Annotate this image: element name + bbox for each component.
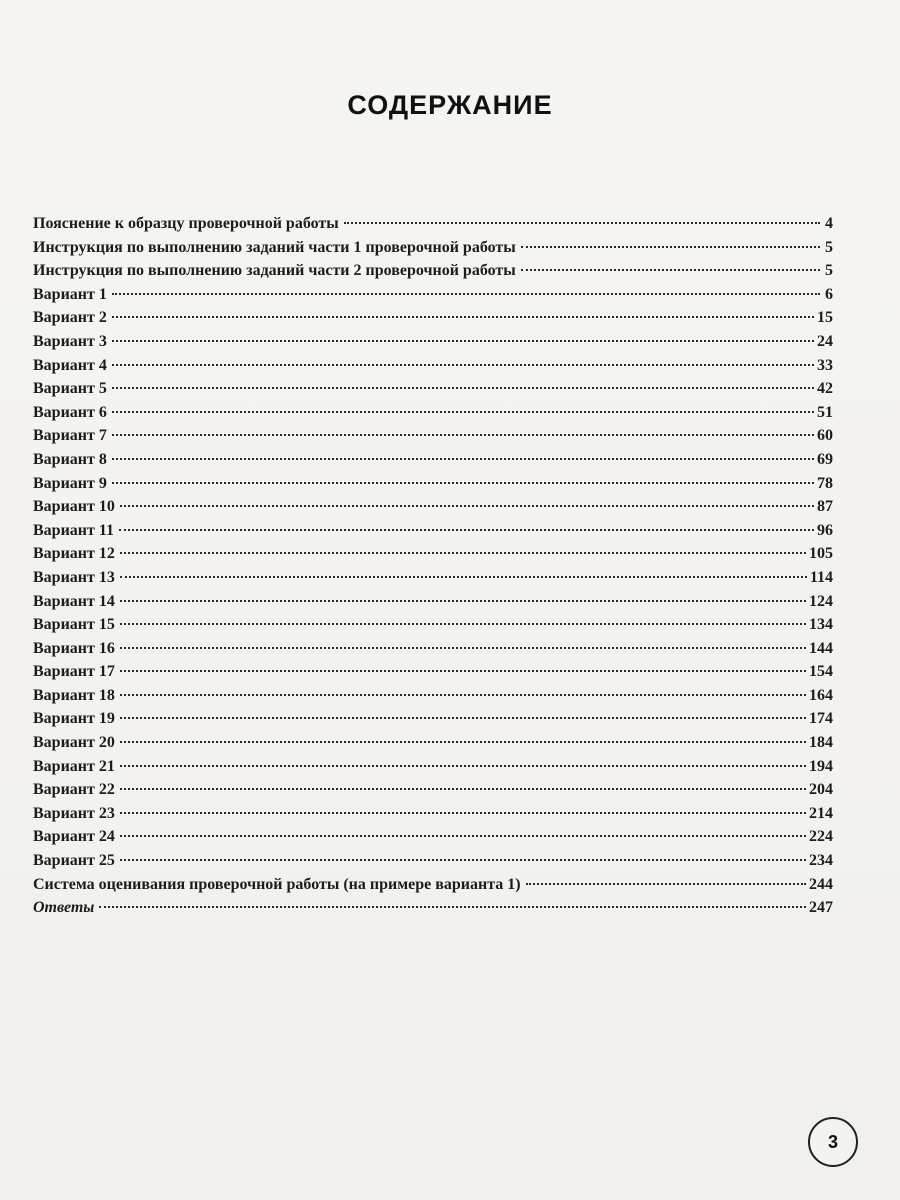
toc-leader-dots [120,812,806,814]
toc-leader-dots [112,293,820,295]
toc-entry-label: Вариант 11 [33,521,114,539]
toc-leader-dots [120,717,806,719]
toc-entry-label: Вариант 3 [33,332,107,350]
toc-entry-label: Вариант 20 [33,734,115,752]
toc-entry-page: 247 [809,899,833,917]
toc-entry-page: 174 [809,710,833,728]
toc-leader-dots [112,458,814,460]
toc-entry[interactable] [33,542,833,566]
table-of-contents [33,212,833,920]
toc-entry-page: 78 [817,474,833,492]
toc-entry[interactable] [33,873,833,897]
toc-entry[interactable] [33,590,833,614]
toc-leader-dots [112,340,814,342]
toc-entry-label: Вариант 18 [33,686,115,704]
toc-entry[interactable] [33,212,833,236]
toc-leader-dots [112,482,814,484]
toc-entry[interactable] [33,707,833,731]
toc-entry-page: 24 [817,332,833,350]
toc-entry-label: Ответы [33,899,95,917]
toc-entry[interactable] [33,566,833,590]
toc-entry-page: 194 [809,757,833,775]
toc-leader-dots [120,623,806,625]
toc-entry-page: 244 [809,875,833,893]
toc-leader-dots [526,883,806,885]
toc-entry[interactable] [33,755,833,779]
toc-entry-page: 5 [825,238,833,256]
toc-entry-label: Вариант 9 [33,474,107,492]
toc-entry-label: Вариант 24 [33,828,115,846]
toc-entry-label: Вариант 14 [33,592,115,610]
toc-entry-label: Вариант 1 [33,285,107,303]
toc-leader-dots [120,647,806,649]
toc-entry-page: 4 [825,215,833,232]
toc-entry[interactable] [33,354,833,378]
toc-entry-label: Вариант 17 [33,663,115,681]
toc-entry-page: 51 [817,403,833,421]
toc-entry[interactable] [33,448,833,472]
toc-leader-dots [120,600,806,602]
toc-entry[interactable] [33,778,833,802]
toc-entry-page: 154 [809,663,833,681]
toc-entry[interactable] [33,259,833,283]
toc-leader-dots [120,859,806,861]
toc-entry-page: 87 [817,498,833,516]
toc-leader-dots [112,434,814,436]
toc-leader-dots [120,552,806,554]
toc-entry-label: Вариант 7 [33,427,107,445]
toc-entry[interactable] [33,519,833,543]
toc-leader-dots [112,364,814,366]
toc-leader-dots [120,694,806,696]
toc-entry[interactable] [33,660,833,684]
toc-entry-page: 164 [809,686,833,704]
toc-entry[interactable] [33,825,833,849]
toc-entry-label: Вариант 10 [33,498,115,516]
toc-entry[interactable] [33,401,833,425]
toc-entry-label: Система оценивания проверочной работы (на примере варианта 1) [33,875,521,893]
toc-entry-page: 184 [809,734,833,752]
toc-leader-dots [99,906,806,908]
toc-entry[interactable] [33,637,833,661]
toc-leader-dots [120,576,807,578]
toc-entry-label: Вариант 21 [33,757,115,775]
toc-entry[interactable] [33,306,833,330]
toc-entry-page: 5 [825,262,833,280]
toc-entry[interactable] [33,613,833,637]
toc-entry-label: Вариант 6 [33,403,107,421]
page-number-badge: 3 [808,1117,858,1167]
toc-entry-page: 144 [809,639,833,657]
toc-entry-page: 42 [817,380,833,398]
toc-leader-dots [120,765,806,767]
toc-entry-page: 134 [809,616,833,634]
toc-entry-page: 204 [809,781,833,799]
toc-leader-dots [120,788,806,790]
toc-entry-label: Вариант 22 [33,781,115,799]
toc-entry-label: Вариант 15 [33,616,115,634]
toc-entry[interactable] [33,849,833,873]
toc-entry[interactable] [33,283,833,307]
toc-entry-label: Вариант 23 [33,804,115,822]
toc-entry-page: 96 [817,521,833,539]
toc-entry-label: Вариант 16 [33,639,115,657]
toc-leader-dots [120,741,806,743]
toc-leader-dots [112,411,814,413]
toc-entry-label: Вариант 4 [33,356,107,374]
toc-entry-label: Вариант 5 [33,380,107,398]
toc-entry[interactable] [33,802,833,826]
toc-entry-label: Вариант 25 [33,852,115,870]
toc-entry-label: Вариант 19 [33,710,115,728]
toc-leader-dots [120,835,806,837]
page-title: СОДЕРЖАНИЕ [347,90,553,120]
toc-entry-label: Вариант 13 [33,568,115,586]
toc-entry[interactable] [33,495,833,519]
toc-entry-label: Инструкция по выполнению заданий части 2 проверочной работы [33,262,516,280]
toc-entry-label: Вариант 12 [33,545,115,563]
toc-entry-page: 234 [809,852,833,870]
toc-leader-dots [344,222,820,224]
toc-leader-dots [521,246,820,248]
toc-entry-page: 105 [809,545,833,563]
toc-leader-dots [120,670,806,672]
toc-entry[interactable] [33,330,833,354]
toc-entry-page: 33 [817,356,833,374]
toc-entry-page: 15 [817,309,833,327]
toc-leader-dots [120,505,814,507]
toc-leader-dots [521,269,820,271]
toc-leader-dots [119,529,814,531]
toc-entry-page: 214 [809,804,833,822]
toc-entry-label: Пояснение к образцу проверочной работы [33,215,339,232]
toc-entry-page: 114 [809,568,833,586]
toc-entry-page: 60 [817,427,833,445]
toc-entry-page: 69 [817,450,833,468]
toc-leader-dots [112,387,814,389]
toc-entry-page: 124 [809,592,833,610]
toc-entry-label: Инструкция по выполнению заданий части 1 проверочной работы [33,238,516,256]
toc-entry[interactable] [33,424,833,448]
toc-entry[interactable] [33,236,833,260]
toc-entry-page: 6 [825,285,833,303]
toc-leader-dots [112,316,814,318]
toc-entry-label: Вариант 2 [33,309,107,327]
toc-entry[interactable] [33,731,833,755]
toc-entry[interactable] [33,896,833,920]
toc-entry[interactable] [33,377,833,401]
toc-entry[interactable] [33,472,833,496]
toc-entry-page: 224 [809,828,833,846]
toc-entry[interactable] [33,684,833,708]
toc-entry-label: Вариант 8 [33,450,107,468]
